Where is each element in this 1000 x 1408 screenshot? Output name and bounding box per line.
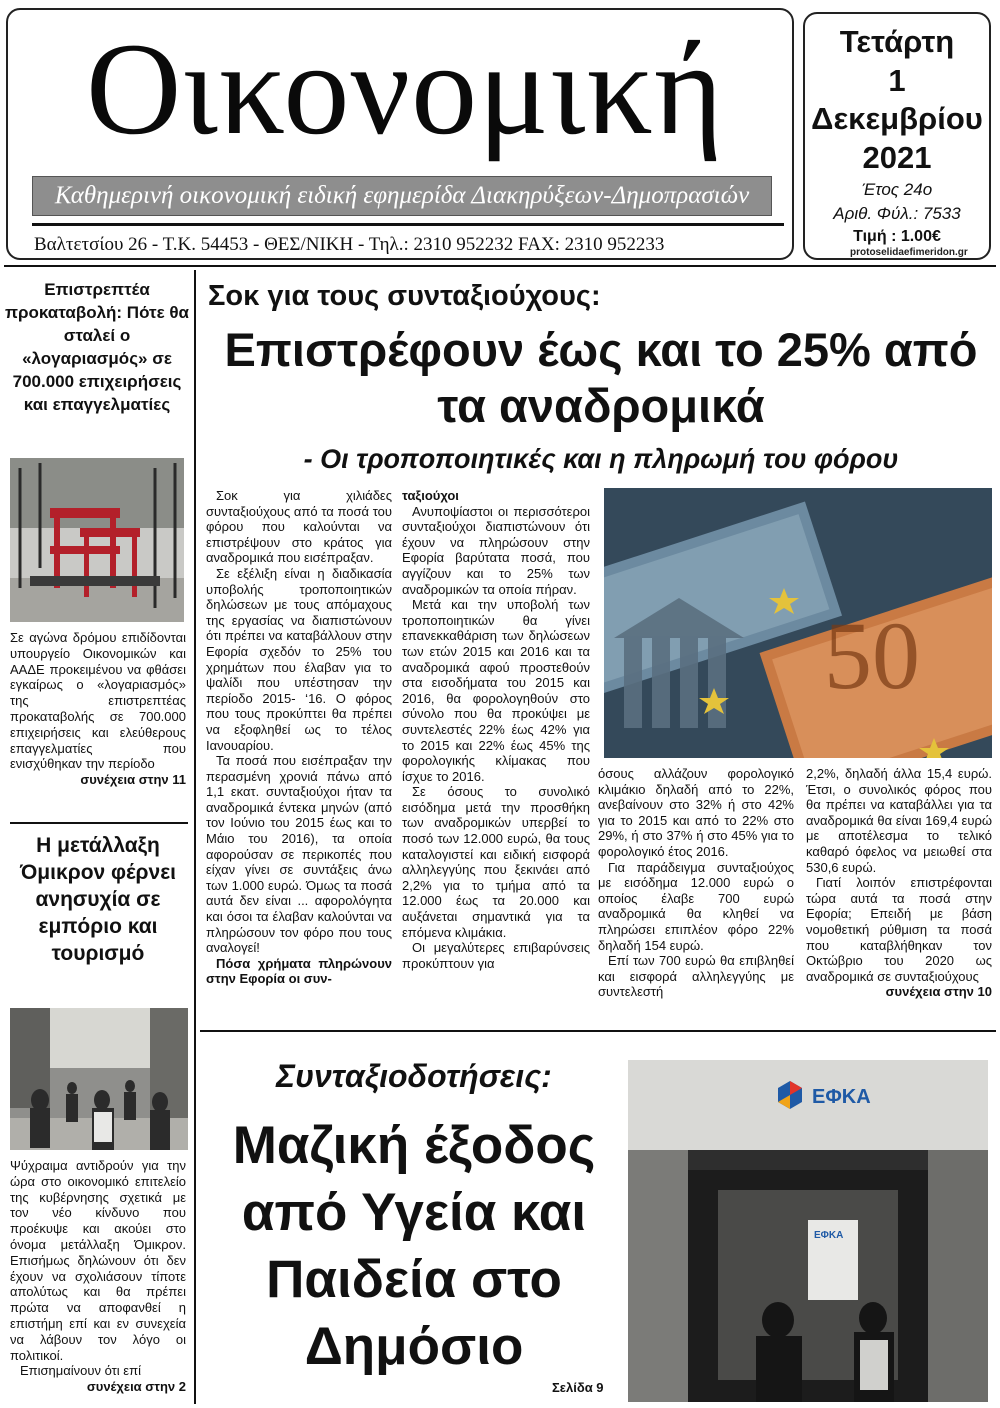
lead-paragraph: Μετά και την υποβολή των τροποποιητικών θα γίνει επανεκκαθάριση των δηλώσεων των ετών 2015 και 2016 και τα αναδρομικά αφού προστεθούν στα εισοδήματα του 2015 και 2016, θα φορολογηθούν στο σύνολο που θα προκύψει με συντελεστές 22% έως 42% για το 2015 και 22% έως 45% της φορολογικής κλίμακας που ίσχυε το 2016. bbox=[402, 597, 590, 784]
lead-paragraph: Ανυποψίαστοι οι περισσότεροι συνταξιούχοι διαπιστώνουν ότι έχουν να πληρώσουν στην Εφορία βαρύτατα ποσά, που αγγίζουν και το 25% των αναδρομικών τα οποία πήραν. bbox=[402, 503, 590, 597]
lead-paragraph: Τα ποσά που εισέπραξαν την περασμένη χρονιά πάνω από 1,1 εκατ. συνταξιούχοι ήταν τα αναδρομικά έντεκα μηνών (από τον Ιούνιο του 2015 έως και το Μάιο του 2016), τα οποία αφορούσαν σε περικοπές που είχαν γίνει σε συντάξεις άνω των 1.000 ευρώ. Όμως τα ποσά αυτά δεν είναι ... αφορολόγητα και όσοι τα έλαβαν καλούνται να πληρώσουν τον φόρο που τους αναλογεί! bbox=[206, 753, 392, 956]
masthead bbox=[6, 8, 794, 260]
left-column bbox=[4, 270, 192, 1404]
efka-sign: ΕΦΚΑ bbox=[812, 1086, 871, 1108]
lead-paragraph: όσους αλλάζουν φορολογικό κλιμάκιο δηλαδή από το 22%, ανεβαίνουν στο 32% ή στο 42% για το 2015 και από το 22% στο 29%, ή στο 37% ή στο 45% για το φορολογικό έτος 2016. bbox=[598, 766, 794, 859]
lead-kicker: Σοκ για τους συνταξιούχους: bbox=[208, 280, 601, 312]
street-crowd-photo bbox=[10, 1008, 188, 1150]
year: 2021 bbox=[862, 140, 932, 175]
lead-subheading: Πόσα χρήματα πληρώνουν στην Εφορία οι συν- bbox=[206, 955, 392, 987]
month: Δεκεμβρίου bbox=[811, 101, 983, 136]
lead-column-1 bbox=[206, 488, 392, 987]
lead-paragraph: Οι μεγαλύτερες επιβαρύνσεις προκύπτουν για bbox=[402, 940, 590, 971]
left-story2-tail: Επισημαίνουν ότι επί bbox=[20, 1363, 141, 1379]
day: 1 bbox=[888, 63, 906, 98]
left-story2-text: Ψύχραιμα αντιδρούν για την ώρα στο οικονομικό επιτελείο της κυβέρνησης σχετικά με τον νέο κίνδυνο που προέκυψε και ακούει στο όνομα μετάλλαξη Όμικρον. Επισήμως δηλώνουν ότι δεν έχουν να σχολιάσουν τίποτε απολύτως και θα πρέπει πρώτα να αποφανθεί η επιστήμη επί και εν συνεχεία να λάβουν τον λόγο οι πολιτικοί. bbox=[10, 1158, 186, 1363]
lead-subheading-tail: ταξιούχοι bbox=[402, 488, 459, 503]
lead-paragraph: Σε εξέλιξη είναι η διαδικασία υποβολής τροποποιητικών δηλώσεων με τους απόμαχους της εργασίας να διαπιστώνουν ότι πρέπει να καταβάλλουν στην Εφορία σχεδόν το 25% του χρημάτων που έλαβαν για το ψαλίδι που υπέστησαν την περίοδο 2015- ‘16. Ο φόρος που τους προκύπτει θα πρέπει να εξοφληθεί ως το τέλος Ιανουαρίου. bbox=[206, 565, 392, 753]
cafe-chairs-photo bbox=[10, 458, 184, 622]
price: Τιμή : 1.00€ bbox=[853, 228, 941, 245]
left-story-divider bbox=[10, 822, 188, 824]
left-story1-body bbox=[10, 630, 186, 788]
weekday: Τετάρτη bbox=[839, 24, 955, 59]
lead-paragraph: Σοκ για χιλιάδες συνταξιούχους από τα ποσά του φόρου που καλούνται να επιστρέψουν στο κράτος για αναδρομικά που εισέπραξαν. bbox=[206, 488, 392, 566]
lead-paragraph: 2,2%, δηλαδή άλλα 15,4 ευρώ. Έτσι, ο συνολικός φόρος που θα πρέπει να καταβάλλει για τα αναδρομικά θα είναι 169,4 ευρώ με αποτέλεσμα το τελικό καθαρό όφελος να μειωθεί στα 530,6 ευρώ. bbox=[806, 766, 992, 875]
left-story1-headline: Επιστρεπτέα προκαταβολή: Πότε θα σταλεί ο «λογαριασμός» σε 700.000 επιχειρήσεις και επαγγελματίες bbox=[4, 280, 190, 414]
top-divider bbox=[4, 265, 996, 267]
efka-office-photo bbox=[628, 1060, 988, 1402]
source-watermark: protoselidaefimeridon.gr bbox=[850, 247, 968, 258]
issue-number: Αριθ. Φύλ.: 7533 bbox=[833, 204, 961, 223]
efka-poster-text: ΕΦΚΑ bbox=[814, 1230, 844, 1241]
left-story1-text: Σε αγώνα δρόμου επιδίδονται υπουργείο Οικονομικών και ΑΑΔΕ προκειμένου να φθάσει εγκαίρως ο «λογαριασμός» της επιστρεπτέας προκαταβολής σε 700.000 επιχειρήσεις και ελεύθερους επαγγελματίες που ενισχύθηκαν την περίοδο bbox=[10, 630, 186, 772]
left-story2-body bbox=[10, 1158, 186, 1395]
lead-headline: Επιστρέφουν έως και το 25% από τα αναδρομικά bbox=[224, 323, 978, 432]
left-story2-headline: Η μετάλλαξη Όμικρον φέρνει ανησυχία σε εμπόριο και τουρισμό bbox=[19, 834, 176, 965]
svg-text:50: 50 bbox=[824, 602, 920, 709]
second-kicker: Συνταξιοδοτήσεις: bbox=[276, 1058, 552, 1094]
mid-divider bbox=[200, 1030, 996, 1032]
masthead-rule bbox=[32, 223, 784, 226]
lead-subhead: - Οι τροποποιητικές και η πληρωμή του φόρου bbox=[303, 444, 899, 474]
left-story2-continue[interactable]: συνέχεια στην 2 bbox=[86, 1379, 186, 1395]
lead-paragraph: Γιατί λοιπόν επιστρέφονται τώρα αυτά τα ποσά στην Εφορία; Επειδή με βάση νομοθετική ρύθμιση τα ποσά που καταβλήθηκαν τον Οκτώβριο του 2020 ως αναδρομικά σε συνταξιούχους bbox=[806, 875, 992, 984]
lead-column-3 bbox=[598, 766, 794, 1000]
volume: Έτος 24ο bbox=[861, 180, 933, 199]
lead-column-2 bbox=[402, 488, 590, 971]
newspaper-logo: Οικονομική bbox=[86, 15, 724, 162]
lead-paragraph: Για παράδειγμα συνταξιούχος με εισόδημα 12.000 ευρώ ο οποίος έλαβε 700 ευρώ αναδρομικά θα κληθεί να πληρώσει επιπλέον φόρο 22% δηλαδή 154 ευρώ. bbox=[598, 859, 794, 953]
address-line: Βαλτετσίου 26 - Τ.Κ. 54453 - ΘΕΣ/ΝΙΚΗ - Τηλ.: 2310 952232 FAX: 2310 952233 bbox=[34, 234, 665, 255]
lead-paragraph: Σε όσους το συνολικό εισόδημα μετά την προσθήκη των αναδρομικών υπερβεί το ποσό των 12.000 ευρώ, θα τους καταλογιστεί και ειδική εισφορά αλληλεγγύης που ξεκινάει από 2,2% για το τμήμα από τα 12.000 έως τα 20.000 και αυξάνεται σημαντικά για τα επόμενα κλιμάκια. bbox=[402, 784, 590, 940]
second-page-ref[interactable]: Σελίδα 9 bbox=[552, 1380, 604, 1395]
lead-paragraph: Επί των 700 ευρώ θα επιβληθεί και εισφορά αλληλεγγύης με συντελεστή bbox=[598, 953, 794, 1000]
lead-column-4 bbox=[806, 766, 992, 1000]
euro-banknotes-photo bbox=[604, 488, 992, 758]
left-story1-continue[interactable]: συνέχεια στην 11 bbox=[80, 772, 186, 788]
lead-continue[interactable]: συνέχεια στην 10 bbox=[885, 984, 992, 1000]
date-box bbox=[803, 12, 991, 260]
left-column-rule bbox=[194, 270, 196, 1404]
tagline: Καθημερινή οικονομική ειδική εφημερίδα Διακηρύξεων-Δημοπρασιών bbox=[32, 176, 772, 216]
second-headline: Μαζική έξοδος από Υγεία και Παιδεία στο Δημόσιο bbox=[232, 1116, 596, 1376]
